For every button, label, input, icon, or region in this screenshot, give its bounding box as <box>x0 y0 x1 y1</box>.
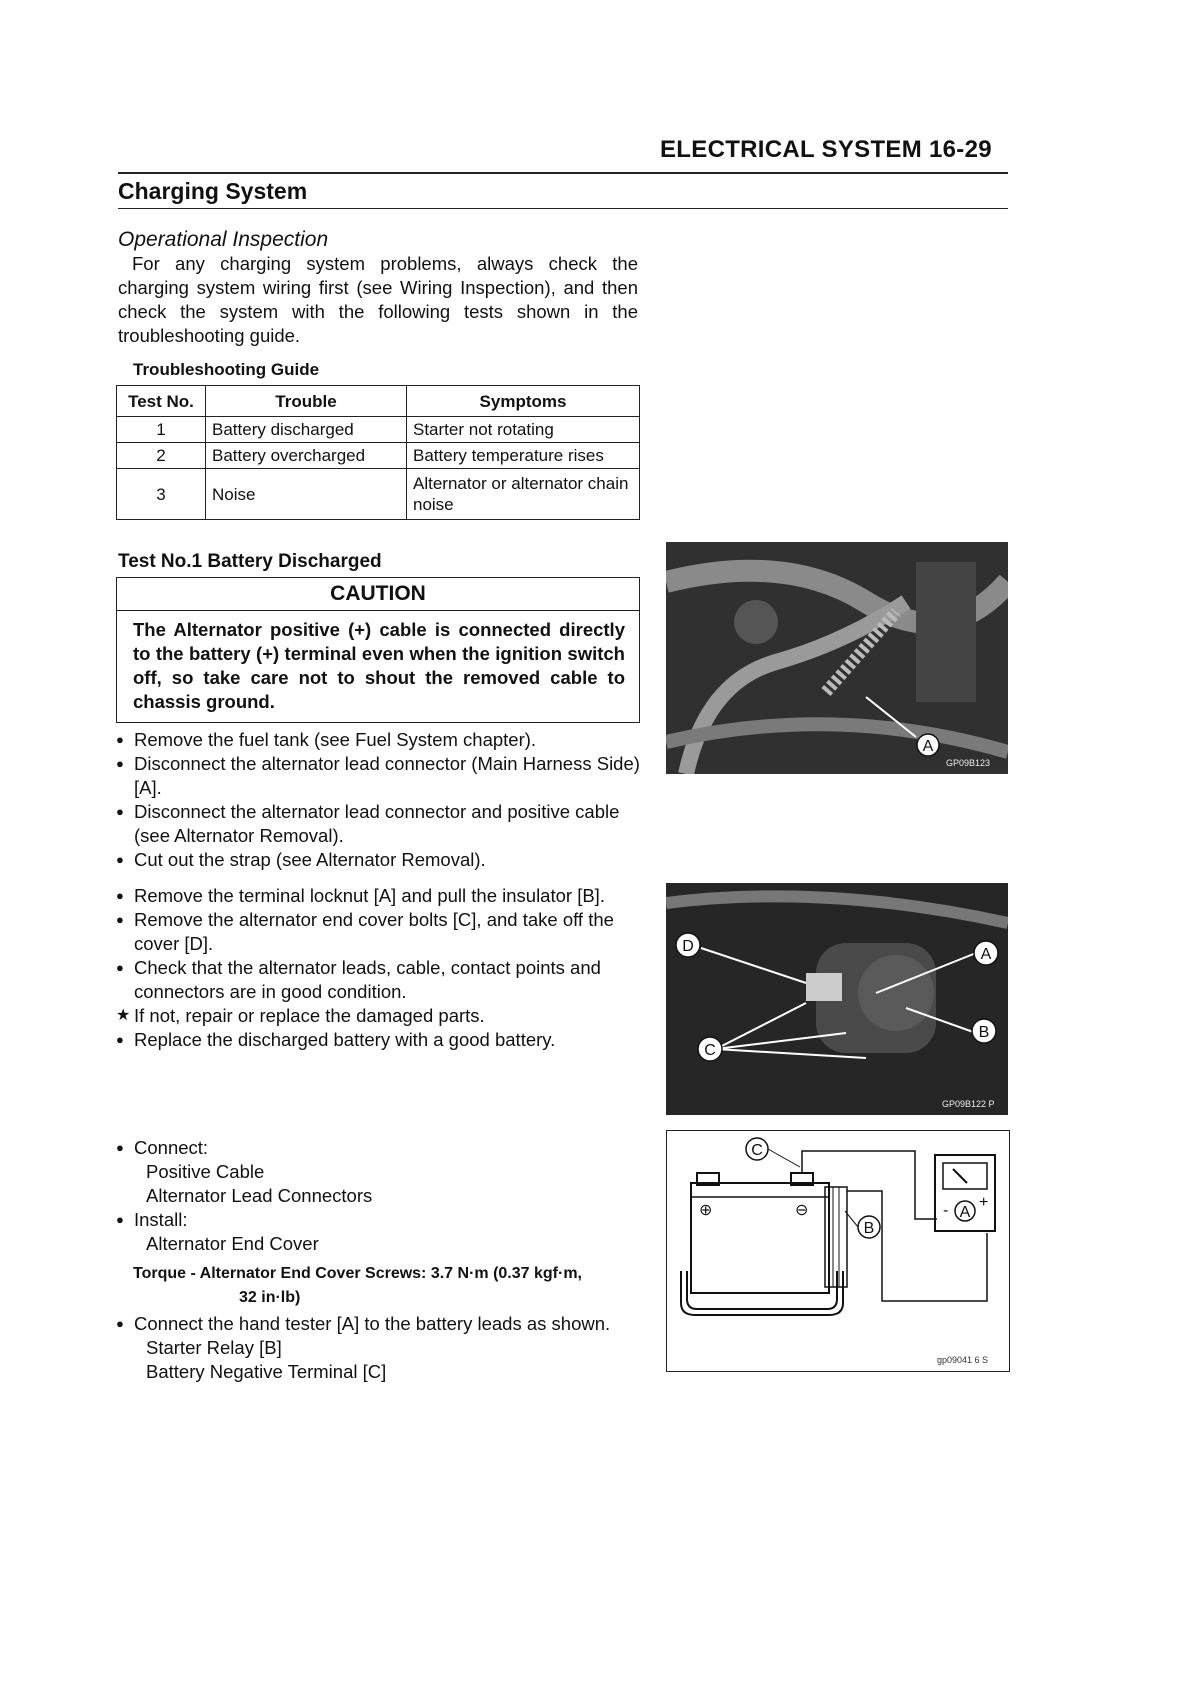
callout-label: C <box>704 1042 716 1059</box>
diagram-hand-tester-connection <box>666 1130 1010 1372</box>
table-row <box>117 417 640 443</box>
table-header-row <box>117 386 640 417</box>
troubleshooting-caption: Troubleshooting Guide <box>133 360 320 379</box>
callout-label: A <box>922 738 934 755</box>
wiring-diagram <box>667 1131 1009 1371</box>
list-item: ● Cut out the strap (see Alternator Removal). <box>116 848 646 872</box>
table-cell: Noise <box>206 469 407 520</box>
figure-code: gp09041 6 S <box>937 1355 989 1365</box>
figure-code: GP09B123 <box>946 758 991 768</box>
table-cell: Battery discharged <box>206 417 407 443</box>
callout-label: A <box>959 1204 971 1221</box>
callout-label: C <box>751 1142 763 1159</box>
figure-code: GP09B122 P <box>942 1099 995 1109</box>
sub-item: Positive Cable <box>146 1161 265 1182</box>
operational-inspection-heading: Operational Inspection <box>118 228 329 251</box>
table-cell: 3 <box>117 469 206 520</box>
steps-group-d <box>116 1312 646 1384</box>
column-header: Trouble <box>206 386 407 417</box>
page-header-title: ELECTRICAL SYSTEM 16-29 <box>660 136 992 163</box>
photo-alternator-end-cover <box>666 883 1008 1115</box>
sub-item: Battery Negative Terminal [C] <box>146 1361 387 1382</box>
list-item: ● Remove the alternator end cover bolts [C], and take off the cover [D]. <box>116 908 646 956</box>
torque-spec <box>133 1262 653 1310</box>
meter-minus-symbol: - <box>943 1202 949 1219</box>
header-rule <box>118 172 1008 174</box>
battery-plus-symbol: ⊕ <box>699 1202 713 1219</box>
torque-line: 32 in·lb) <box>239 1289 301 1306</box>
steps-group-a <box>116 728 646 872</box>
list-item: ● Connect: <box>116 1136 646 1160</box>
meter-plus-symbol: + <box>979 1194 989 1211</box>
photo-illustration <box>666 883 1008 1115</box>
list-item: ● Remove the fuel tank (see Fuel System chapter). <box>116 728 646 752</box>
section-rule <box>118 208 1008 209</box>
table-row <box>117 469 640 520</box>
list-item: ● Replace the discharged battery with a good battery. <box>116 1028 646 1052</box>
note-item: ★ If not, repair or replace the damaged parts. <box>116 1004 646 1028</box>
column-header: Symptoms <box>407 386 640 417</box>
sub-item: Alternator Lead Connectors <box>146 1185 373 1206</box>
caution-title: CAUTION <box>117 578 639 611</box>
list-item: ● Install: <box>116 1208 646 1232</box>
test1-heading: Test No.1 Battery Discharged <box>118 551 382 572</box>
table-cell: Starter not rotating <box>407 417 640 443</box>
column-header: Test No. <box>117 386 206 417</box>
list-item: ● Connect the hand tester [A] to the battery leads as shown. <box>116 1312 646 1336</box>
table-cell: 1 <box>117 417 206 443</box>
table-cell: 2 <box>117 443 206 469</box>
battery-outline <box>691 1183 829 1293</box>
table-cell: Battery temperature rises <box>407 443 640 469</box>
table-row <box>117 443 640 469</box>
caution-box <box>116 577 640 723</box>
battery-minus-symbol: ⊖ <box>795 1202 809 1219</box>
operational-intro-text: For any charging system problems, always check the charging system wiring first (see Wiring Inspection), and then check the system with the following tests shown in the troubleshooting guide. <box>118 253 638 346</box>
section-title: Charging System <box>118 178 308 204</box>
steps-group-b <box>116 884 646 1052</box>
sub-item: Starter Relay [B] <box>146 1337 282 1358</box>
list-item: ● Check that the alternator leads, cable, contact points and connectors are in good condition. <box>116 956 646 1004</box>
caution-text: The Alternator positive (+) cable is connected directly to the battery (+) terminal even when the ignition switch off, so take care not to shout the removed cable to chassis ground. <box>133 619 625 712</box>
callout-label: B <box>978 1024 990 1041</box>
torque-line: Torque - Alternator End Cover Screws: 3.7 N·m (0.37 kgf·m, <box>133 1265 582 1282</box>
sub-item: Alternator End Cover <box>146 1233 319 1254</box>
callout-label: B <box>863 1220 875 1237</box>
table-cell: Alternator or alternator chain noise <box>407 469 640 520</box>
photo-illustration <box>666 542 1008 774</box>
list-item: ● Disconnect the alternator lead connector (Main Harness Side) [A]. <box>116 752 646 800</box>
list-item: ● Disconnect the alternator lead connector and positive cable (see Alternator Removal). <box>116 800 646 848</box>
callout-label: D <box>682 938 694 955</box>
list-item: ● Remove the terminal locknut [A] and pull the insulator [B]. <box>116 884 646 908</box>
callout-label: A <box>980 946 992 963</box>
troubleshooting-table <box>116 385 640 520</box>
table-cell: Battery overcharged <box>206 443 407 469</box>
steps-group-c <box>116 1136 646 1256</box>
photo-alternator-connector <box>666 542 1008 774</box>
